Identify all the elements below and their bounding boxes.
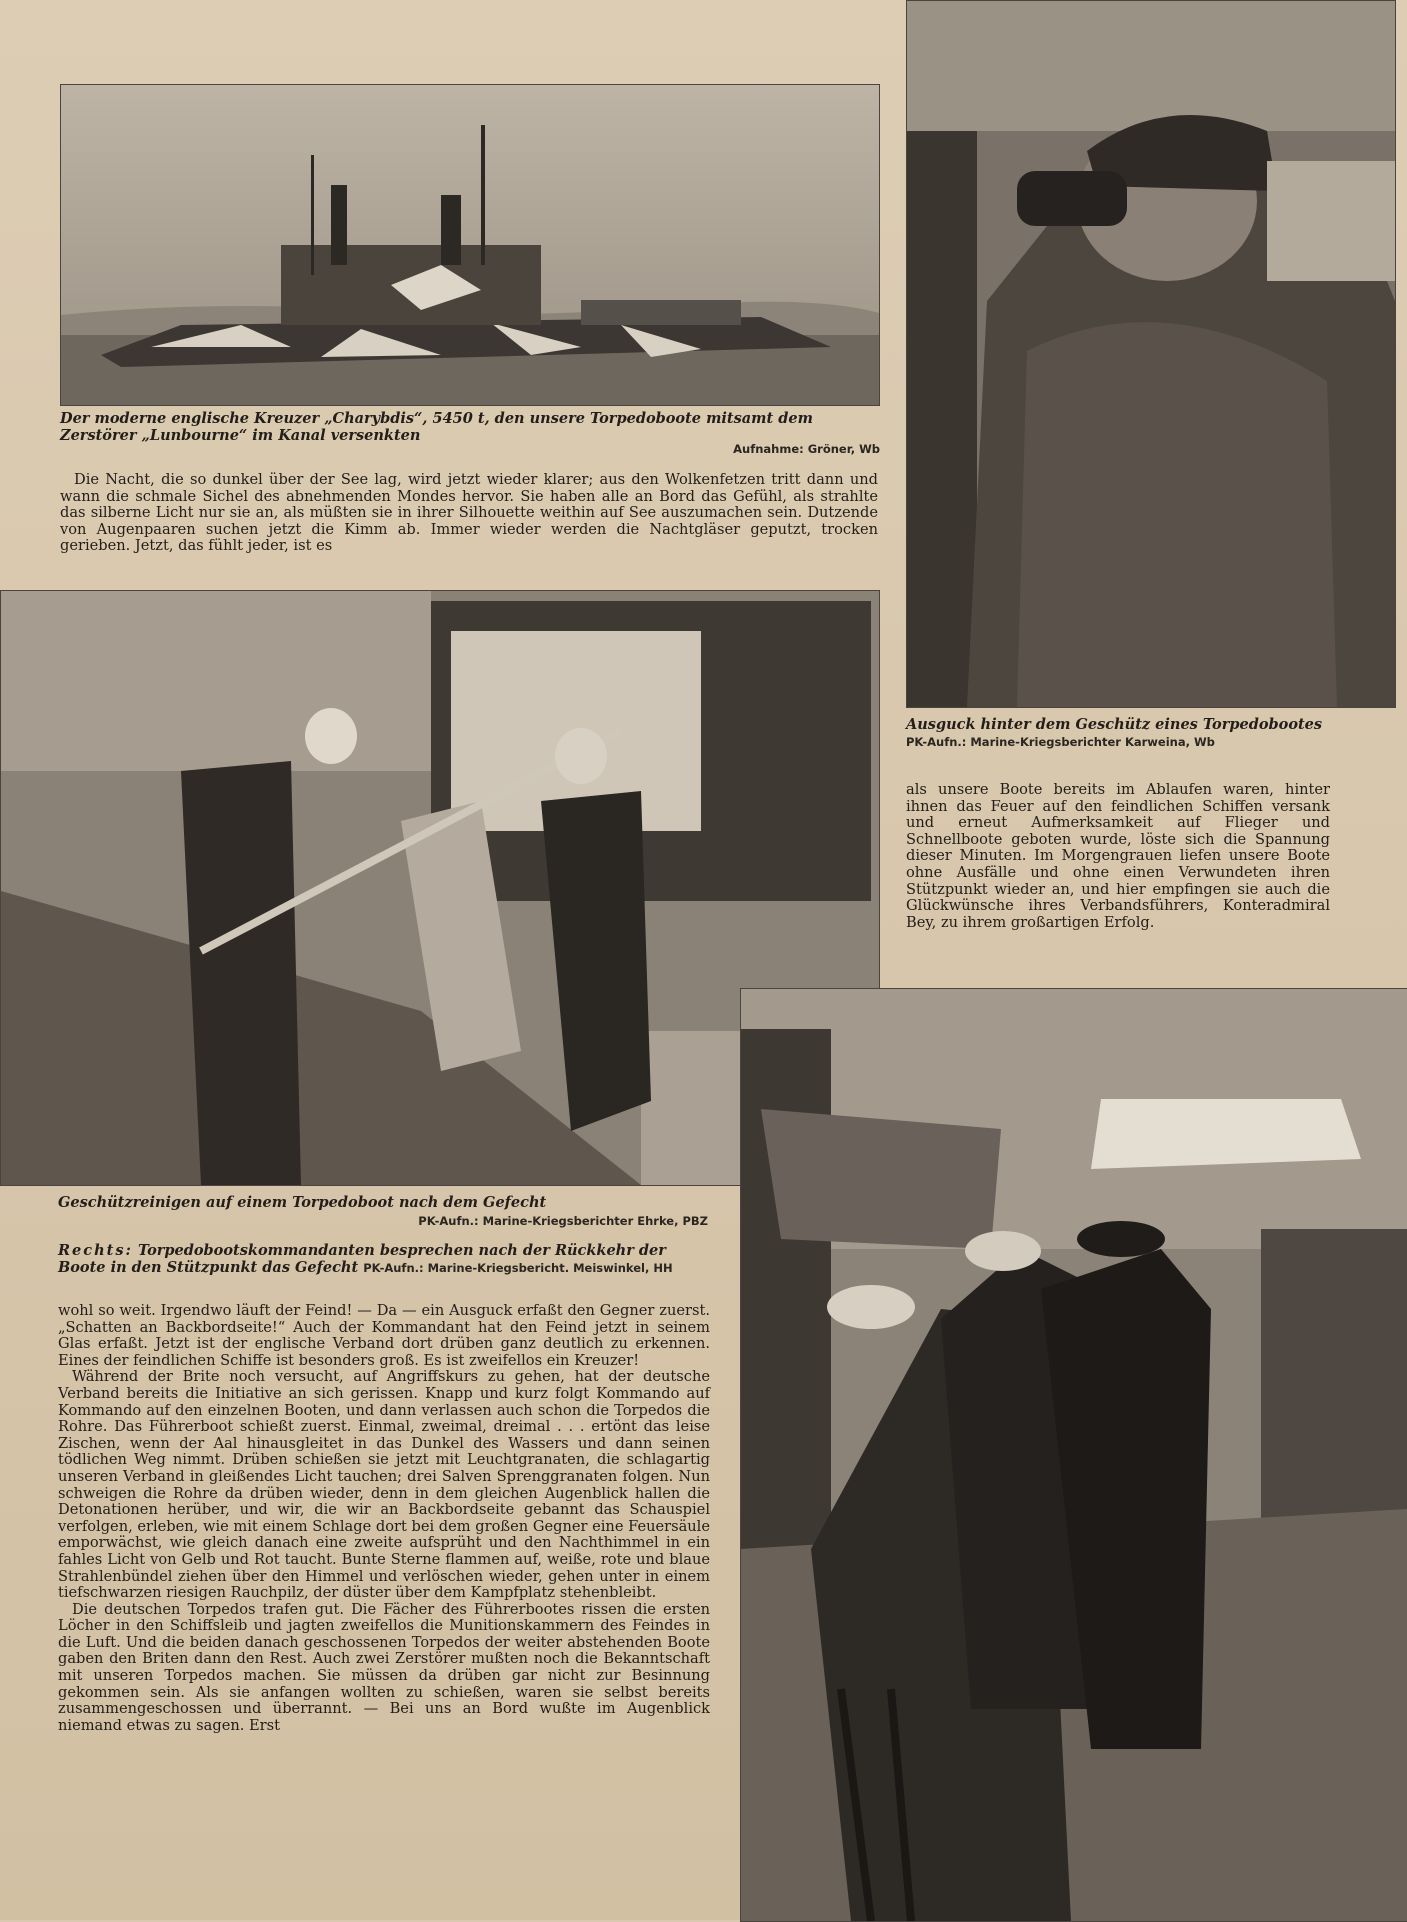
lookout-caption-text: Ausguck hinter dem Geschütz eines Torpedobootes	[906, 716, 1323, 733]
cruiser-photo	[60, 84, 880, 406]
lookout-credit: PK-Aufn.: Marine-Kriegsberichter Karweina, Wb	[906, 735, 1215, 749]
commanders-caption	[58, 1242, 718, 1277]
article-left-column	[58, 1303, 710, 1734]
article-right-column	[906, 782, 1330, 931]
cruiser-caption-text: Der moderne englische Kreuzer „Charybdis“, 5450 t, den unsere Torpedoboote mitsamt dem Zerstörer „Lunbourne“ im Kanal versenkten	[60, 410, 813, 444]
gun-cleaning-credit: PK-Aufn.: Marine-Kriegsberichter Ehrke, PBZ	[418, 1214, 708, 1228]
article-left-p2: Während der Brite noch versucht, auf Angriffskurs zu gehen, hat der deutsche Verband bereits die Initiative an sich gerissen. Knapp und kurz folgt Kommando auf Kommando auf den einzelnen Booten, und dann verlassen auch schon die Torpedos die Rohre. Das Führerboot schießt zuerst. Einmal, zweimal, dreimal . . . ertönt das leise Zischen, wenn der Aal hinausgleitet in das Dunkel des Wassers und dann seinen tödlichen Weg nimmt. Drüben schießen sie jetzt mit Leuchtgranaten, die schlagartig unseren Verband in gleißendes Licht tauchen; drei Salven Sprenggranaten folgen. Nun schweigen die Rohre da drüben wieder, denn in dem gleichen Augenblick hallen die Detonationen herüber, und wir, die wir an Backbordseite gebannt das Schauspiel verfolgen, erleben, wie mit einem Schlage dort bei dem großen Gegner eine Feuersäule emporwächst, wie gleich danach eine zweite aufsprüht und den Nachthimmel in ein fahles Licht von Gelb und Rot taucht. Bunte Sterne flammen auf, weiße, rote und blaue Strahlenbündel ziehen über den Himmel und verlöschen wieder, gehen unter in einem tiefschwarzen riesigen Rauchpilz, der düster über dem Kampfplatz stehenbleibt.	[58, 1368, 710, 1602]
commanders-caption-label: Rechts:	[58, 1242, 133, 1259]
gun-cleaning-caption: Geschützreinigen auf einem Torpedoboot nach dem Gefecht	[58, 1194, 547, 1211]
article-left-p3: Die deutschen Torpedos trafen gut. Die Fächer des Führerbootes rissen die ersten Löcher in den Schiffsleib und jagten zweifellos die Munitionskammern des Feindes in die Luft. Und die beiden danach geschossenen Torpedos der weiter abstehenden Boote gaben den Briten dann den Rest. Auch zwei Zerstörer mußten noch die Bekanntschaft mit unseren Torpedos machen. Sie müssen da drüben gar nicht zur Besinnung gekommen sein. Als sie anfangen wollten zu schießen, waren sie selbst bereits zusammengeschossen und überrannt. — Bei uns an Bord wußte im Augenblick niemand etwas zu sagen. Erst	[58, 1600, 710, 1734]
commanders-photo	[740, 988, 1407, 1922]
lookout-photo	[906, 0, 1396, 708]
article-top-text: Die Nacht, die so dunkel über der See lag, wird jetzt wieder klarer; aus den Wolkenfetzen tritt dann und wann die schmale Sichel des abnehmenden Mondes hervor. Sie haben alle an Bord das Gefühl, als strahlte das silberne Licht nur sie an, als müßten sie in ihrer Silhouette weithin auf See auszumachen sein. Dutzende von Augenpaaren suchen jetzt die Kimm ab. Immer wieder werden die Nachtgläser geputzt, trocken gerieben. Jetzt, das fühlt jeder, ist es	[60, 471, 878, 555]
article-right-text: als unsere Boote bereits im Ablaufen waren, hinter ihnen das Feuer auf den feindlichen Schiffen versank und erneut Aufmerksamkeit auf Flieger und Schnellboote geboten wurde, löste sich die Spannung dieser Minuten. Im Morgengrauen liefen unsere Boote ohne Ausfälle und ohne einen Verwundeten ihren Stützpunkt wieder an, und hier empfingen sie auch die Glückwünsche ihres Verbandsführers, Konteradmiral Bey, zu ihrem großartigen Erfolg.	[906, 781, 1330, 931]
article-left-p1: wohl so weit. Irgendwo läuft der Feind! — Da — ein Ausguck erfaßt den Gegner zuerst. „Schatten an Backbordseite!“ Auch der Kommandant hat den Feind jetzt in seinem Glas erfaßt. Jetzt ist der englische Verband dort drüben ganz deutlich zu erkennen. Eines der feindlichen Schiffe ist besonders groß. Es ist zweifellos ein Kreuzer!	[58, 1302, 710, 1369]
lookout-caption	[906, 716, 1336, 751]
cruiser-caption	[60, 410, 880, 444]
article-top-paragraph	[60, 472, 878, 555]
commanders-credit: PK-Aufn.: Marine-Kriegsbericht. Meiswinkel, HH	[363, 1261, 673, 1275]
commanders-caption-text: Torpedobootskommandanten besprechen nach der Rückkehr der Boote in den Stützpunkt das Gefecht	[58, 1242, 666, 1276]
cruiser-credit: Aufnahme: Gröner, Wb	[733, 442, 880, 456]
